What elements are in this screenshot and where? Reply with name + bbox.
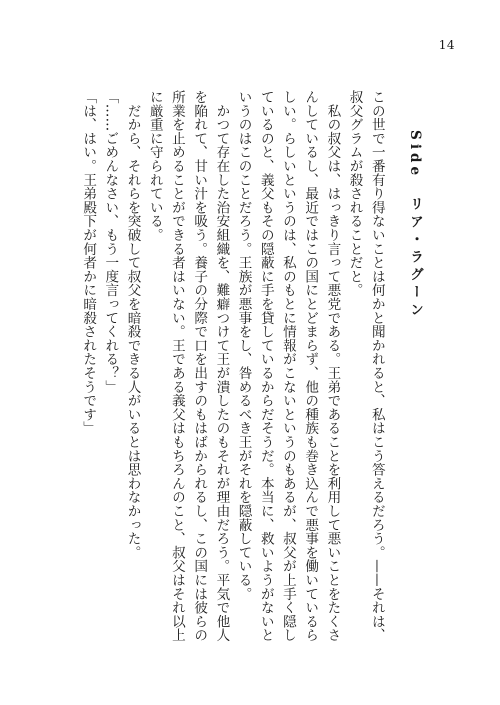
- text-line: を陥れて、甘い汁を吸う。養子の分際で口を出すのもはばかられるし、この国には彼らの: [191, 90, 208, 642]
- text-line: しい。らしいというのは、私のもとに情報がこないというのもあるが、叔父が上手く隠し: [279, 90, 296, 642]
- body-text: [77, 90, 426, 670]
- text-line: この世で一番有り得ないことは何かと聞かれると、私はこう答えるだろう。——それは、: [368, 90, 385, 642]
- text-line: ているのと、義父もその隠蔽に手を貸しているからだそうだ。本当に、救いようがないと: [257, 90, 274, 642]
- text-line: 「……ごめんなさい、もう一度言ってくれる？」: [102, 90, 119, 394]
- text-line: 叔父グラムが殺されることだと。: [346, 90, 363, 297]
- text-line: かつて存在した治安組織を、難癖つけて王が潰したのもそれが理由だろう。平気で他人: [213, 90, 230, 642]
- text-line: だから、それらを突破して叔父を暗殺できる人がいるとは思わなかった。: [124, 90, 141, 560]
- text-line: 私の叔父は、はっきり言って悪党である。王弟であることを利用して悪いことをたくさ: [324, 90, 341, 642]
- text-line: 所業を止めることができる者はいない。王である義父はもちろんのこと、叔父はそれ以上: [168, 90, 185, 642]
- chapter-heading: Side リア・ラグーン: [407, 130, 423, 320]
- page-number: 14: [438, 38, 455, 52]
- text-line: んしているし、最近ではこの国にとどまらず、他の種族も巻き込んで悪事を働いているら: [302, 90, 319, 642]
- text-line: 「は、はい。王弟殿下が何者かに暗殺されたそうです」: [80, 90, 97, 435]
- text-line: いうのはこのことだろう。王族が悪事をし、咎めるべき王がそれを隠蔽している。: [235, 90, 252, 601]
- text-line: に厳重に守られている。: [146, 90, 163, 242]
